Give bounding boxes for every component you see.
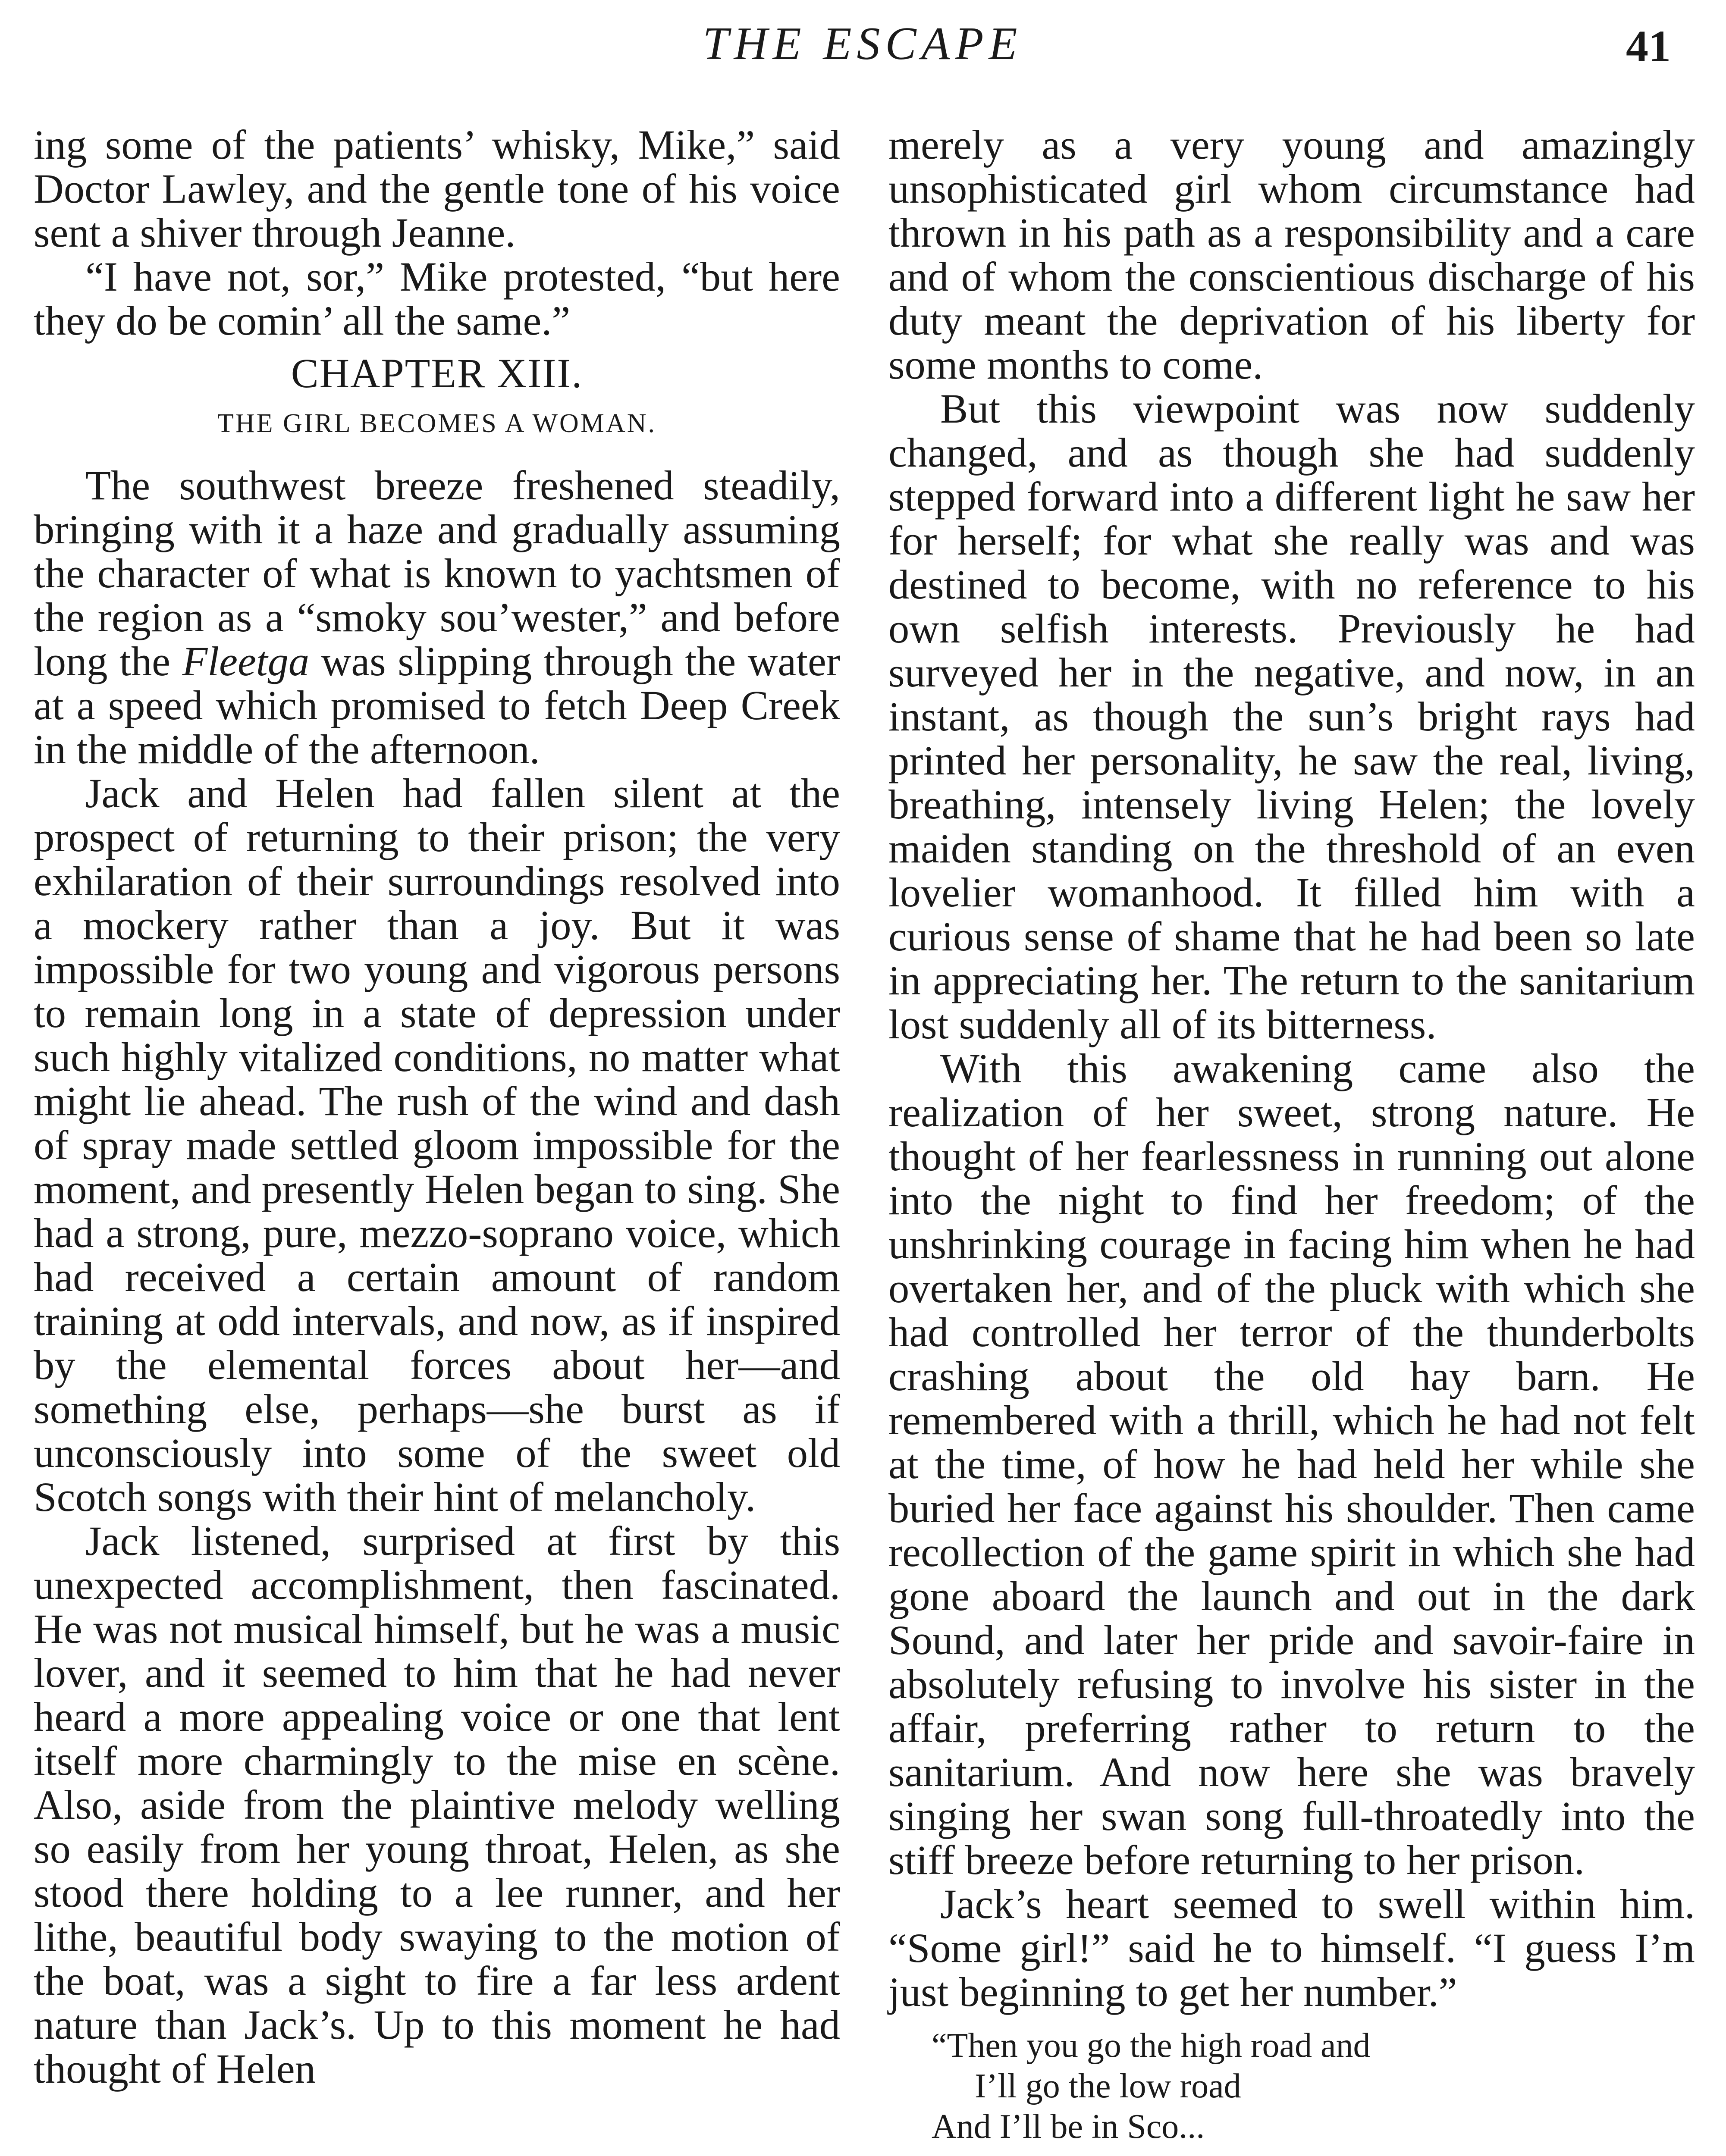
paragraph: Jack listened, surprised at first by this unexpected accomplishment, then fascinated. He was not musical himself, but he was a music lover, and it seemed to him that he had never heard a more appealing voice or one that lent itself more charmingly to the mise en scène. Also, aside from the plaintive melody welling so easily from her young throat, Helen, as she stood there holding to a lee runner, and her lithe, beautiful body swaying to the motion of the boat, was a sight to fire a far less ardent nature than Jack’s. Up to this moment he had thought of Helen — [34, 1518, 840, 2092]
paragraph: ing some of the patients’ whisky, Mike,” said Doctor Lawley, and the gentle tone of his voice sent a shiver through Jeanne. — [34, 122, 840, 256]
chapter-title: CHAPTER XIII. — [291, 350, 583, 396]
running-title: THE ESCAPE — [703, 18, 1023, 69]
paragraph — [34, 464, 840, 771]
paragraph-text: was slipping through the water at a speed which promised to fetch Deep Creek in the middle of the afternoon. — [34, 638, 841, 772]
right-column — [888, 123, 1695, 2147]
paragraph: With this awakening came also the realization of her sweet, strong nature. He thought of her fearlessness in running out alone into the night to find her freedom; of the unshrinking courage in facing him when he had overtaken her, and of the pluck with which she had controlled her terror of the thunderbolts crashing about the old hay barn. He remembered with a thrill, which he had not felt at the time, of how he had held her while she buried her face against his shoulder. Then came recollection of the game spirit in which she had gone aboard the launch and out in the dark Sound, and later her pride and savoir-faire in absolutely refusing to involve his sister in the affair, preferring rather to return to the sanitarium. And now here she was bravely singing her swan song full-throatedly into the stiff breeze before returning to her prison. — [888, 1045, 1695, 1883]
ship-name: Fleetga — [182, 638, 310, 684]
paragraph: Jack’s heart seemed to swell within him. “Some girl!” said he to himself. “I guess I’m just beginning to get her number.” — [888, 1881, 1695, 2015]
verse-line: I’ll go the low road — [975, 2067, 1241, 2105]
verse-line: “Then you go the high road and — [932, 2027, 1371, 2065]
paragraph: “I have not, sor,” Mike protested, “but here they do be comin’ all the same.” — [34, 254, 840, 344]
page-number: 41 — [1626, 22, 1671, 71]
left-column — [34, 123, 840, 2091]
paragraph: But this viewpoint was now suddenly changed, and as though she had suddenly stepped forward into a different light he saw her for herself; for what she really was and was destined to become, with no reference to his own selfish interests. Previously he had surveyed her in the negative, and now, in an instant, as though the sun’s bright rays had printed her personality, he saw the real, living, breathing, intensely living Helen; the lovely maiden standing on the threshold of an even lovelier womanhood. It filled him with a curious sense of shame that he had been so late in appreciating her. The return to the sanitarium lost suddenly all of its bitterness. — [888, 385, 1695, 1047]
paragraph-text: The southwest breeze freshened steadily, bringing with it a haze and gradually assuming the character of what is known to yachtsmen of the region as a “smoky sou’wester,” and before long the — [34, 462, 840, 684]
verse-line: And I’ll be in Sco... — [932, 2108, 1205, 2146]
chapter-subtitle: THE GIRL BECOMES A WOMAN. — [217, 409, 656, 438]
paragraph: merely as a very young and amazingly unsophisticated girl whom circumstance had thrown in his path as a responsibility and a care and of whom the conscientious discharge of his duty meant the deprivation of his liberty for some months to come. — [888, 122, 1695, 388]
paragraph: Jack and Helen had fallen silent at the prospect of returning to their prison; the very exhilaration of their surroundings resolved into a mockery rather than a joy. But it was impossible for two young and vigorous persons to remain long in a state of depression under such highly vitalized conditions, no matter what might lie ahead. The rush of the wind and dash of spray made settled gloom impossible for the moment, and presently Helen began to sing. She had a strong, pure, mezzo-soprano voice, which had received a certain amount of random training at odd intervals, and now, as if inspired by the elemental forces about her—and something else, perhaps—she burst as if unconsciously into some of the sweet old Scotch songs with their hint of melancholy. — [34, 770, 840, 1520]
song-verse — [888, 2025, 1695, 2147]
